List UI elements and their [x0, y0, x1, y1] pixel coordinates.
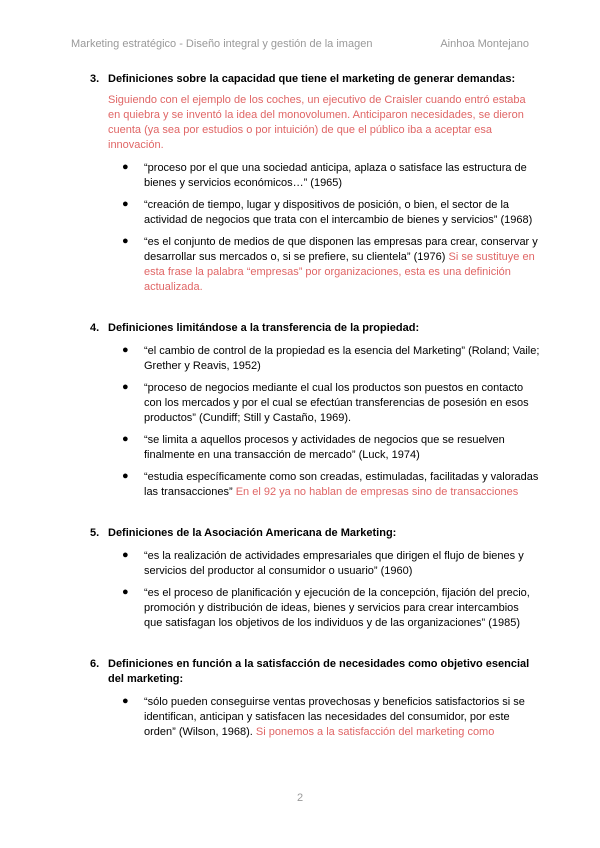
list-item [122, 381, 540, 426]
definition-text: “el cambio de control de la propiedad es la esencia del Marketing” (Roland; Vaile; Grether y Reavis, 1952) [144, 345, 540, 372]
header-author: Ainhoa Montejano [440, 38, 529, 50]
bullet-icon: ● [122, 586, 129, 598]
section-number: 6. [90, 658, 100, 670]
bullet-icon: ● [122, 433, 129, 445]
list-item [122, 198, 540, 228]
bullet-icon: ● [122, 549, 129, 561]
annotation-note: En el 92 ya no hablan de empresas sino de transacciones [235, 486, 519, 498]
definition-text: “creación de tiempo, lugar y dispositivos de posición, o bien, el sector de la actividad de negocios que trata con el intercambio de bienes y servicios” (1968) [144, 199, 533, 226]
definition-text: “proceso por el que una sociedad anticipa, aplaza o satisface las estructura de bienes y servicios económicos…” (1965) [144, 162, 527, 189]
section-note: Siguiendo con el ejemplo de los coches, un ejecutivo de Craisler cuando entró estaba en quiebra y se inventó la idea del monovolumen. Anticiparon necesidades, se dieron cuenta (ya sea por estudios o por intuición) de que el público iba a aceptar esa innovación. [108, 94, 526, 151]
bullet-icon: ● [122, 695, 129, 707]
section-number: 3. [90, 73, 100, 85]
section-number: 4. [90, 322, 100, 334]
document-body [90, 72, 540, 766]
section-heading [90, 321, 540, 336]
bullet-icon: ● [122, 381, 129, 393]
definition-text: “proceso de negocios mediante el cual los productos son puestos en contacto con los mercados y por el cual se efectúan transferencias de posesión en esos productos” (Cundiff; Still y Castaño, 1969). [144, 382, 529, 424]
list-item [122, 235, 540, 295]
section-heading [90, 657, 540, 687]
definition-text: “se limita a aquellos procesos y actividades de negocios que se resuelven finalmente en una transacción de mercado” (Luck, 1974) [144, 434, 505, 461]
definition-list [90, 549, 540, 631]
section-number: 5. [90, 527, 100, 539]
page-number: 2 [296, 792, 304, 804]
section-title: Definiciones limitándose a la transferencia de la propiedad: [108, 322, 420, 334]
list-item [122, 344, 540, 374]
section [90, 72, 540, 295]
section-heading [90, 526, 540, 541]
definition-text: “es la realización de actividades empresariales que dirigen el flujo de bienes y servicios del productor al consumidor o usuario” (1960) [144, 550, 524, 577]
section [90, 321, 540, 500]
section-heading [90, 72, 540, 87]
list-item [122, 470, 540, 500]
header-course-title: Marketing estratégico - Diseño integral y gestión de la imagen [71, 38, 373, 50]
section-title: Definiciones de la Asociación Americana de Marketing: [108, 527, 397, 539]
definition-text: “es el conjunto de medios de que disponen las empresas para crear, conservar y desarrollar sus mercados o, si se prefiere, su clientela” (1976) [144, 236, 538, 263]
list-item [122, 161, 540, 191]
section [90, 657, 540, 740]
list-item [122, 549, 540, 579]
annotation-note: Si ponemos a la satisfacción del marketing como [255, 726, 495, 738]
section-title: Definiciones sobre la capacidad que tiene el marketing de generar demandas: [108, 73, 516, 85]
definition-list [90, 161, 540, 295]
definition-text: “estudia específicamente como son creadas, estimuladas, facilitadas y valoradas las transacciones” [144, 471, 539, 498]
section-title: Definiciones en función a la satisfacción de necesidades como objetivo esencial del marketing: [108, 658, 530, 685]
bullet-icon: ● [122, 161, 129, 173]
list-item [122, 433, 540, 463]
list-item [122, 695, 540, 740]
definition-text: “sólo pueden conseguirse ventas provechosas y beneficios satisfactorios si se identifican, anticipan y satisfacen las necesidades del consumidor, por este orden” (Wilson, 1968). [144, 696, 525, 738]
definition-list [90, 695, 540, 740]
annotation-note: Si se sustituye en esta frase la palabra “empresas” por organizaciones, esta es una definición actualizada. [144, 251, 535, 293]
definition-text: “es el proceso de planificación y ejecución de la concepción, fijación del precio, promoción y distribución de ideas, bienes y servicios para crear intercambios que satisfagan los objetivos de los individuos y de las organizaciones” (1985) [144, 587, 530, 629]
bullet-icon: ● [122, 470, 129, 482]
bullet-icon: ● [122, 198, 129, 210]
list-item [122, 586, 540, 631]
bullet-icon: ● [122, 235, 129, 247]
definition-list [90, 344, 540, 500]
bullet-icon: ● [122, 344, 129, 356]
section [90, 526, 540, 631]
